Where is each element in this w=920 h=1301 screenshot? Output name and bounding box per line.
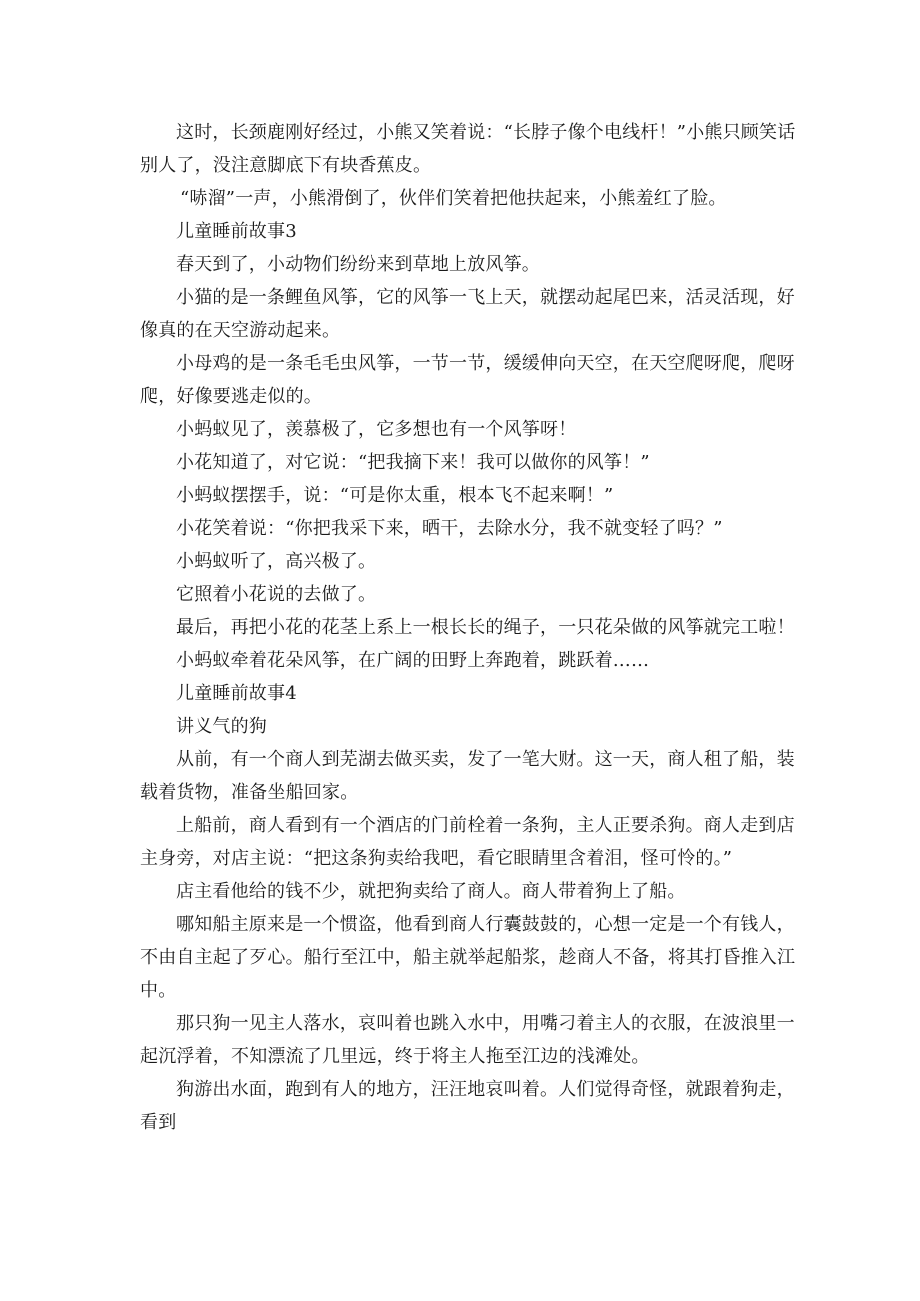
paragraph: 小猫的是一条鲤鱼风筝，它的风筝一飞上天，就摆动起尾巴来，活灵活现，好像真的在天空游动起来。 (140, 287, 795, 341)
paragraph: 小蚂蚁听了，高兴极了。 (176, 551, 377, 572)
paragraph: 从前，有一个商人到芜湖去做买卖，发了一笔大财。这一天，商人租了船，装载着货物，准备坐船回家。 (140, 749, 795, 803)
paragraph: 这时，长颈鹿刚好经过，小熊又笑着说：“长脖子像个电线杆！”小熊只顾笑话别人了，没注意脚底下有块香蕉皮。 (140, 122, 796, 176)
paragraph: 小蚂蚁摆摆手，说：“可是你太重，根本飞不起来啊！” (176, 485, 614, 506)
paragraph: “哧溜”一声，小熊滑倒了，伙伴们笑着把他扶起来，小熊羞红了脸。 (180, 188, 727, 209)
paragraph: 店主看他给的钱不少，就把狗卖给了商人。商人带着狗上了船。 (176, 881, 686, 902)
paragraph: 狗游出水面，跑到有人的地方，汪汪地哀叫着。人们觉得奇怪，就跟着狗走，看到 (140, 1079, 795, 1133)
story-heading: 儿童睡前故事4 (176, 683, 297, 704)
paragraph: 小花知道了，对它说：“把我摘下来！我可以做你的风筝！” (176, 452, 650, 473)
paragraph: 最后，再把小花的花茎上系上一根长长的绳子，一只花朵做的风筝就完工啦！ (176, 617, 795, 638)
paragraph: 小蚂蚁见了，羡慕极了，它多想也有一个风筝呀！ (176, 419, 577, 440)
story-heading: 儿童睡前故事3 (176, 221, 297, 242)
paragraph: 春天到了，小动物们纷纷来到草地上放风筝。 (176, 254, 540, 275)
paragraph: 它照着小花说的去做了。 (176, 584, 377, 605)
paragraph: 小蚂蚁牵着花朵风筝，在广阔的田野上奔跑着，跳跃着…… (176, 650, 650, 671)
document-body (140, 116, 800, 1139)
paragraph: 小花笑着说：“你把我采下来，晒干，去除水分，我不就变轻了吗？” (176, 518, 723, 539)
paragraph: 那只狗一见主人落水，哀叫着也跳入水中，用嘴刁着主人的衣服，在波浪里一起沉浮着，不知漂流了几里远，终于将主人拖至江边的浅滩处。 (140, 1013, 795, 1067)
story-title: 讲义气的狗 (176, 716, 267, 737)
paragraph: 哪知船主原来是一个惯盗，他看到商人行囊鼓鼓的，心想一定是一个有钱人，不由自主起了歹心。船行至江中，船主就举起船浆，趁商人不备，将其打昏推入江中。 (140, 914, 796, 1001)
paragraph: 小母鸡的是一条毛毛虫风筝，一节一节，缓缓伸向天空，在天空爬呀爬，爬呀爬，好像要逃走似的。 (140, 353, 795, 407)
paragraph: 上船前，商人看到有一个酒店的门前栓着一条狗，主人正要杀狗。商人走到店主身旁，对店主说：“把这条狗卖给我吧，看它眼睛里含着泪，怪可怜的。” (140, 815, 795, 869)
